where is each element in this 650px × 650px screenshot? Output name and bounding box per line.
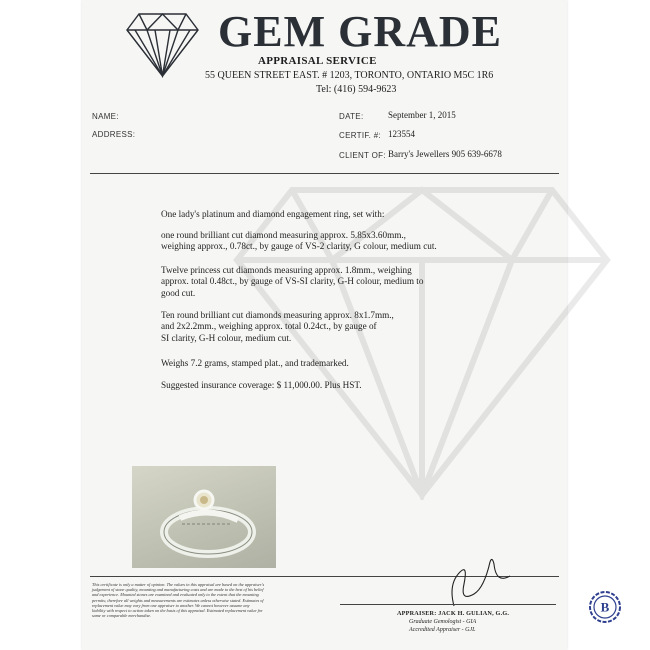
disclaimer-line: replacement value may vary from one appraiser to another. We cannot however assume any (92, 602, 250, 608)
p3-line: and 2x2.2mm., weighing approx. total 0.24ct., by gauge of (161, 321, 377, 332)
company-title: GEM GRADE (218, 7, 502, 56)
header-divider (90, 173, 559, 174)
brand-badge (588, 590, 622, 624)
company-subtitle: APPRAISAL SERVICE (258, 55, 377, 67)
date-value: September 1, 2015 (388, 110, 456, 120)
appraiser-name: APPRAISER: JACK H. GULIAN, G.G. (397, 610, 510, 617)
description-intro: One lady's platinum and diamond engagement ring, set with: (161, 209, 385, 219)
disclaimer-line: and experience. Mounted stones are examined and evaluated only to the extent that the mounting (92, 592, 259, 598)
disclaimer-line: This certificate is only a matter of opinion. The values in this appraisal are based on the appraiser's (92, 582, 265, 587)
date-label: DATE: (339, 112, 364, 121)
disclaimer-line: permits; therefore all weights and measurements are estimates unless otherwise stated. Estimates of (92, 597, 264, 603)
disclaimer-line: same or comparable merchandise. (92, 613, 152, 619)
brand-badge-letter: B (600, 599, 610, 615)
p2-line: Twelve princess cut diamonds measuring approx. 1.8mm., weighing (161, 265, 412, 275)
description-paragraph-3 (161, 310, 461, 344)
description-paragraph-2 (161, 265, 461, 299)
p3-line: Ten round brilliant cut diamonds measuring approx. 8x1.7mm., (161, 310, 394, 320)
signature-icon (430, 554, 520, 610)
description-insurance: Suggested insurance coverage: $ 11,000.00. Plus HST. (161, 380, 362, 390)
diamond-logo-icon (125, 12, 200, 78)
ring-icon (132, 466, 276, 568)
p2-line: good cut. (161, 287, 196, 298)
p1-line: one round brilliant cut diamond measuring approx. 5.85x3.60mm., (161, 230, 406, 240)
company-address: 55 QUEEN STREET EAST. # 1203, TORONTO, ONTARIO M5C 1R6 (205, 70, 494, 81)
name-label: NAME: (92, 112, 119, 121)
company-phone: Tel: (416) 594-9623 (316, 84, 397, 95)
certif-label: CERTIF. #: (339, 131, 381, 140)
disclaimer-text (92, 582, 322, 618)
ring-photo (132, 466, 276, 568)
p3-line: SI clarity, G-H colour, medium cut. (161, 332, 292, 343)
p1-line: weighing approx., 0.78ct., by gauge of VS-2 clarity, G colour, medium cut. (161, 241, 437, 252)
disclaimer-line: judgement of stone quality, mounting and manufacturing costs and are made to the best of his belief (92, 587, 264, 593)
disclaimer-line: liability with respect to action taken on the basis of this appraisal. Estimated replacement value for (92, 608, 263, 614)
client-value: Barry's Jewellers 905 639-6678 (388, 149, 502, 159)
certif-value: 123554 (388, 129, 415, 139)
address-label: ADDRESS: (92, 130, 136, 139)
client-label: CLIENT OF: (339, 151, 386, 160)
description-paragraph-1 (161, 230, 461, 253)
appraiser-credential-1: Graduate Gemologist - GIA (409, 619, 477, 625)
appraiser-credential-2: Accredited Appraiser - GJL (409, 627, 476, 633)
description-weight: Weighs 7.2 grams, stamped plat., and trademarked. (161, 358, 349, 368)
p2-line: approx. total 0.48ct., by gauge of VS-SI clarity, G-H colour, medium to (161, 276, 424, 287)
signature-line (340, 604, 556, 605)
brand-badge-icon (588, 590, 622, 624)
